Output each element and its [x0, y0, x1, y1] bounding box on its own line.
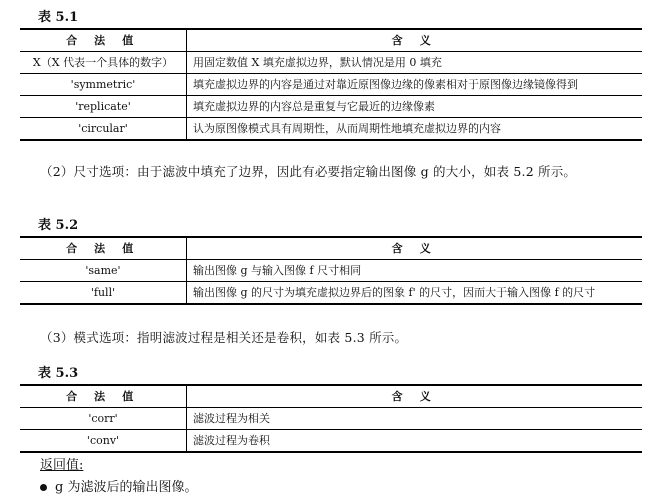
table-5-2-caption: 表 5.2	[38, 218, 79, 233]
table-cell-value: 'same'	[20, 260, 187, 282]
table-row	[20, 52, 642, 74]
table-cell-meaning: 输出图像 g 的尺寸为填充虚拟边界后的图象 f' 的尺寸，因而大于输入图像 f 的尺寸	[187, 282, 643, 305]
table-cell-value: 'replicate'	[20, 96, 187, 118]
bullet-icon	[40, 484, 47, 491]
table-row	[20, 118, 642, 141]
table-cell-meaning: 填充虚拟边界的内容是通过对靠近原图像边缘的像素相对于原图像边缘镜像得到	[187, 74, 643, 96]
table-row	[20, 430, 642, 453]
table-header-row	[20, 237, 642, 260]
table-cell-meaning: 滤波过程为相关	[187, 408, 643, 430]
table-header-row	[20, 385, 642, 408]
return-value-text: g 为滤波后的输出图像。	[55, 480, 198, 495]
table-cell-meaning: 滤波过程为卷积	[187, 430, 643, 453]
table-cell-meaning: 用固定数值 X 填充虚拟边界，默认情况是用 0 填充	[187, 52, 643, 74]
column-header-meaning: 含 义	[187, 237, 643, 260]
column-header-value: 合 法 值	[20, 29, 187, 52]
table-row	[20, 96, 642, 118]
table-row	[20, 408, 642, 430]
table-row	[20, 282, 642, 305]
table-cell-meaning: 填充虚拟边界的内容总是重复与它最近的边缘像素	[187, 96, 643, 118]
table-cell-value: 'conv'	[20, 430, 187, 453]
paragraph-mode-option: （3）模式选项：指明滤波过程是相关还是卷积，如表 5.3 所示。	[40, 330, 408, 345]
table-cell-value: X（X 代表一个具体的数字）	[20, 52, 187, 74]
table-cell-meaning: 认为原图像模式具有周期性，从而周期性地填充虚拟边界的内容	[187, 118, 643, 141]
table-cell-value: 'circular'	[20, 118, 187, 141]
table-header-row	[20, 29, 642, 52]
table-cell-value: 'symmetric'	[20, 74, 187, 96]
column-header-value: 合 法 值	[20, 237, 187, 260]
return-value-heading: 返回值:	[40, 458, 84, 473]
table-row	[20, 74, 642, 96]
table-cell-meaning: 输出图像 g 与输入图像 f 尺寸相同	[187, 260, 643, 282]
table-5-1-caption: 表 5.1	[38, 10, 79, 25]
table-5-3-caption: 表 5.3	[38, 366, 79, 381]
table-cell-value: 'corr'	[20, 408, 187, 430]
column-header-value: 合 法 值	[20, 385, 187, 408]
return-value-item	[40, 476, 197, 495]
column-header-meaning: 含 义	[187, 29, 643, 52]
paragraph-size-option: （2）尺寸选项：由于滤波中填充了边界，因此有必要指定输出图像 g 的大小，如表 5.2 所示。	[40, 164, 577, 179]
table-row	[20, 260, 642, 282]
table-5-2	[20, 236, 642, 305]
table-5-1	[20, 28, 642, 141]
table-cell-value: 'full'	[20, 282, 187, 305]
table-5-3	[20, 384, 642, 453]
column-header-meaning: 含 义	[187, 385, 643, 408]
